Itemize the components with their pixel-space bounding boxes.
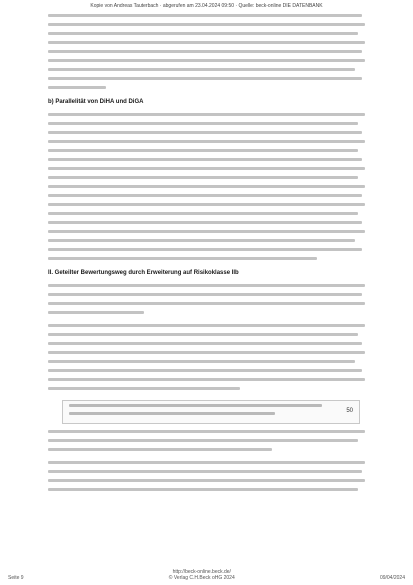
section-heading-c: II. Geteilter Bewertungsweg durch Erweiterung auf Risikoklasse IIb <box>48 270 239 276</box>
paragraph <box>48 430 368 451</box>
footer-date: 09/04/2024 <box>379 575 405 581</box>
footnote-number: 50 <box>346 408 353 414</box>
section-heading-b: b) Parallelität von DiHA und DiGA <box>48 99 144 105</box>
footer-url: http://beck-online.beck.de/ <box>172 569 231 575</box>
document-body <box>48 14 368 501</box>
paragraph <box>48 113 368 260</box>
footer-copyright: © Verlag C.H.Beck oHG 2024 <box>168 575 235 581</box>
paragraph <box>48 284 368 314</box>
paragraph <box>48 14 368 89</box>
paragraph <box>48 324 368 390</box>
page-footer <box>8 569 405 581</box>
footnote-box <box>62 400 360 424</box>
paragraph <box>48 461 368 491</box>
page-header: Kopie von Andreas Tauterbach · abgerufen am 23.04.2024 09:50 · Quelle: beck-online DIE DATENBANK <box>90 3 323 9</box>
footer-page-number: Seite 9 <box>8 575 24 581</box>
